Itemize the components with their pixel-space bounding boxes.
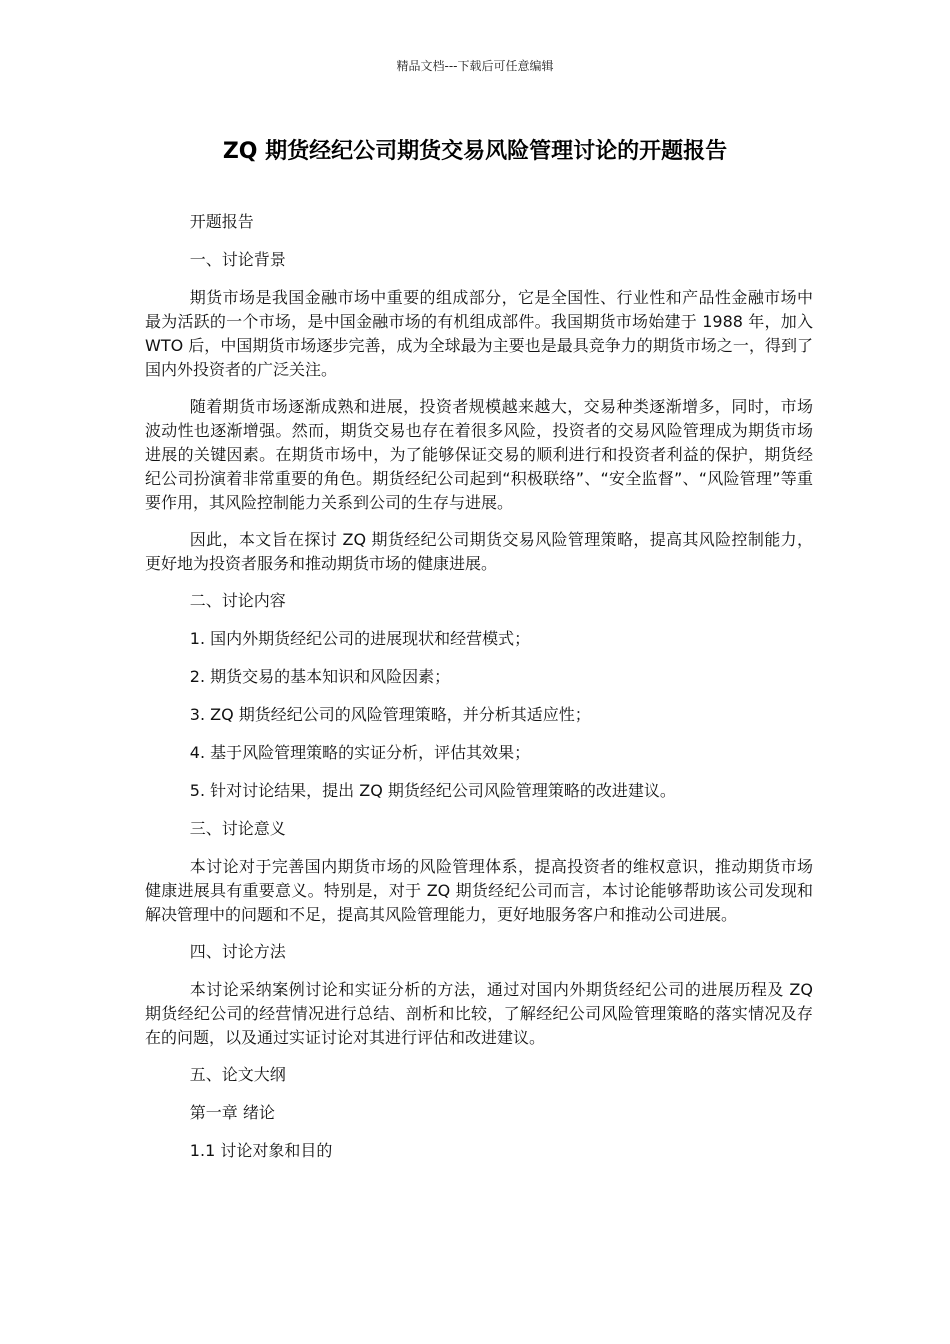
list-item: 3. ZQ 期货经纪公司的风险管理策略，并分析其适应性； — [189, 705, 591, 724]
body-paragraph: 本讨论对于完善国内期货市场的风险管理体系，提高投资者的维权意识，推动期货市场健康进展具有重要意义。特别是，对于 ZQ 期货经纪公司而言，本讨论能够帮助该公司发现和解决管理中的问题和不足，提高其风险管理能力，更好地服务客户和推动公司进展。 — [145, 857, 813, 924]
section-heading: 二、讨论内容 — [189, 591, 286, 610]
section-heading: 一、讨论背景 — [189, 250, 286, 269]
body-paragraph: 本讨论采纳案例讨论和实证分析的方法，通过对国内外期货经纪公司的进展历程及 ZQ 期货经纪公司的经营情况进行总结、剖析和比较，了解经纪公司风险管理策略的落实情况及存在的问题，以及通过实证讨论对其进行评估和改进建议。 — [145, 980, 813, 1047]
section-heading: 三、讨论意义 — [189, 819, 286, 838]
outline-subsection: 1.1 讨论对象和目的 — [189, 1141, 333, 1160]
list-item: 1. 国内外期货经纪公司的进展现状和经营模式； — [189, 629, 531, 648]
list-item: 5. 针对讨论结果，提出 ZQ 期货经纪公司风险管理策略的改进建议。 — [189, 781, 676, 800]
section-heading: 开题报告 — [189, 212, 254, 231]
document-title: ZQ 期货经纪公司期货交易风险管理讨论的开题报告 — [222, 139, 728, 164]
body-paragraph: 因此，本文旨在探讨 ZQ 期货经纪公司期货交易风险管理策略，提高其风险控制能力，更好地为投资者服务和推动期货市场的健康进展。 — [145, 530, 813, 573]
list-item: 4. 基于风险管理策略的实证分析，评估其效果； — [189, 743, 531, 762]
section-heading: 五、论文大纲 — [189, 1065, 286, 1084]
outline-chapter: 第一章 绪论 — [189, 1103, 275, 1122]
body-paragraph: 随着期货市场逐渐成熟和进展，投资者规模越来越大，交易种类逐渐增多，同时，市场波动性也逐渐增强。然而，期货交易也存在着很多风险，投资者的交易风险管理成为期货市场进展的关键因素。在期货市场中，为了能够保证交易的顺利进行和投资者利益的保护，期货经纪公司扮演着非常重要的角色。期货经纪公司起到“积极联络”、“安全监督”、“风险管理”等重要作用，其风险控制能力关系到公司的生存与进展。 — [145, 397, 813, 512]
document-body — [145, 210, 813, 1177]
page-header: 精品文档---下载后可任意编辑 — [396, 59, 554, 73]
body-paragraph: 期货市场是我国金融市场中重要的组成部分，它是全国性、行业性和产品性金融市场中最为活跃的一个市场，是中国金融市场的有机组成部件。我国期货市场始建于 1988 年，加入 WTO 后，中国期货市场逐步完善，成为全球最为主要也是最具竞争力的期货市场之一，得到了国内外投资者的广泛关注。 — [145, 288, 813, 379]
list-item: 2. 期货交易的基本知识和风险因素； — [189, 667, 451, 686]
section-heading: 四、讨论方法 — [189, 942, 286, 961]
